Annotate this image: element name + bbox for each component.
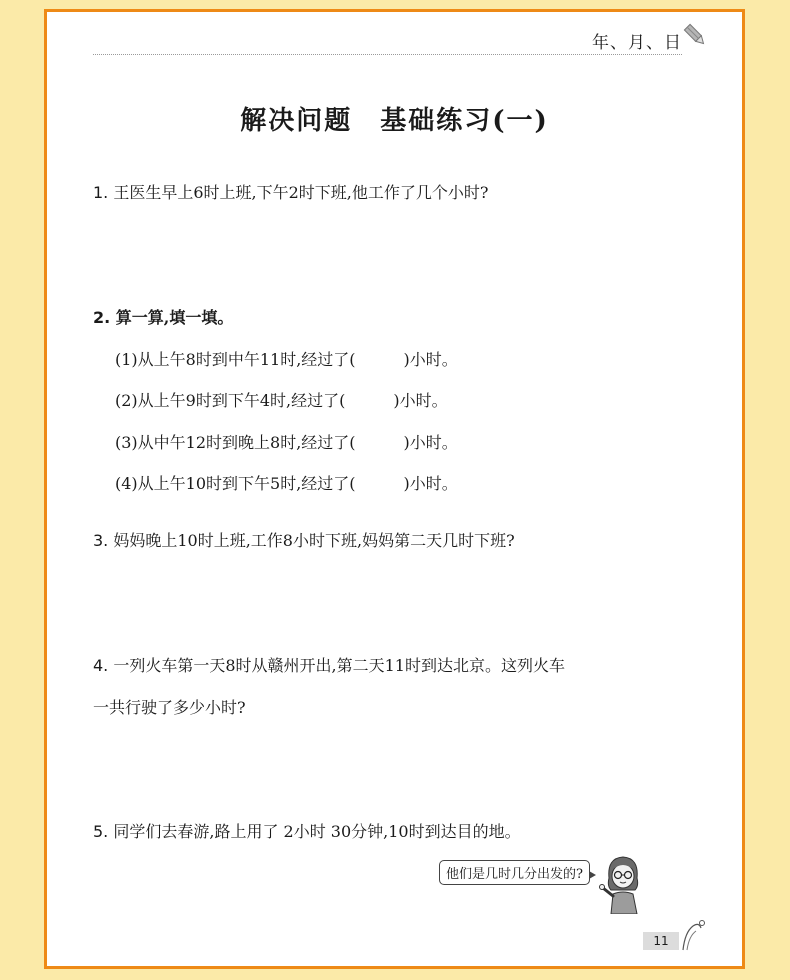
sub-question-label: (1)从上午8时到中午11时,经过了( bbox=[115, 350, 356, 369]
sub-question-label: (2)从上午9时到下午4时,经过了( bbox=[115, 391, 346, 410]
sub-question bbox=[115, 430, 458, 453]
header-divider bbox=[93, 54, 682, 55]
sub-question-label: (3)从中午12时到晚上8时,经过了( bbox=[115, 433, 356, 452]
worksheet-page bbox=[44, 9, 745, 969]
page-number: 11 bbox=[643, 932, 679, 950]
sub-question-tail: )小时。 bbox=[403, 474, 458, 493]
question-1 bbox=[93, 180, 488, 203]
question-text: 同学们去春游,路上用了 2小时 30分钟,10时到达目的地。 bbox=[113, 822, 521, 841]
swirl-decoration-icon bbox=[679, 918, 707, 952]
question-text: 算一算,填一填。 bbox=[115, 308, 234, 327]
sub-question-label: (4)从上午10时到下午5时,经过了( bbox=[115, 474, 356, 493]
question-4 bbox=[93, 653, 565, 676]
date-label: 年、月、日 bbox=[592, 33, 682, 53]
question-4-continued: 一共行驶了多少小时? bbox=[93, 698, 246, 717]
sub-question-tail: )小时。 bbox=[393, 391, 448, 410]
question-3 bbox=[93, 528, 515, 551]
girl-illustration bbox=[595, 852, 651, 914]
sub-question-tail: )小时。 bbox=[403, 350, 458, 369]
sub-question bbox=[115, 388, 448, 411]
question-5 bbox=[93, 819, 521, 842]
question-2 bbox=[93, 305, 233, 328]
question-text: 王医生早上6时上班,下午2时下班,他工作了几个小时? bbox=[113, 183, 489, 202]
question-number: 4. bbox=[93, 656, 109, 675]
page-title: 解决问题 基础练习(一) bbox=[240, 106, 549, 136]
question-number: 2. bbox=[93, 308, 111, 327]
question-text: 妈妈晚上10时上班,工作8小时下班,妈妈第二天几时下班? bbox=[113, 531, 515, 550]
question-text: 一列火车第一天8时从赣州开出,第二天11时到达北京。这列火车 bbox=[113, 656, 565, 675]
sub-question bbox=[115, 347, 458, 370]
speech-bubble: 他们是几时几分出发的? bbox=[439, 860, 590, 885]
sub-question-tail: )小时。 bbox=[403, 433, 458, 452]
sub-question bbox=[115, 471, 458, 494]
pencil-icon bbox=[682, 22, 708, 48]
question-number: 3. bbox=[93, 531, 109, 550]
question-number: 5. bbox=[93, 822, 109, 841]
question-number: 1. bbox=[93, 183, 109, 202]
